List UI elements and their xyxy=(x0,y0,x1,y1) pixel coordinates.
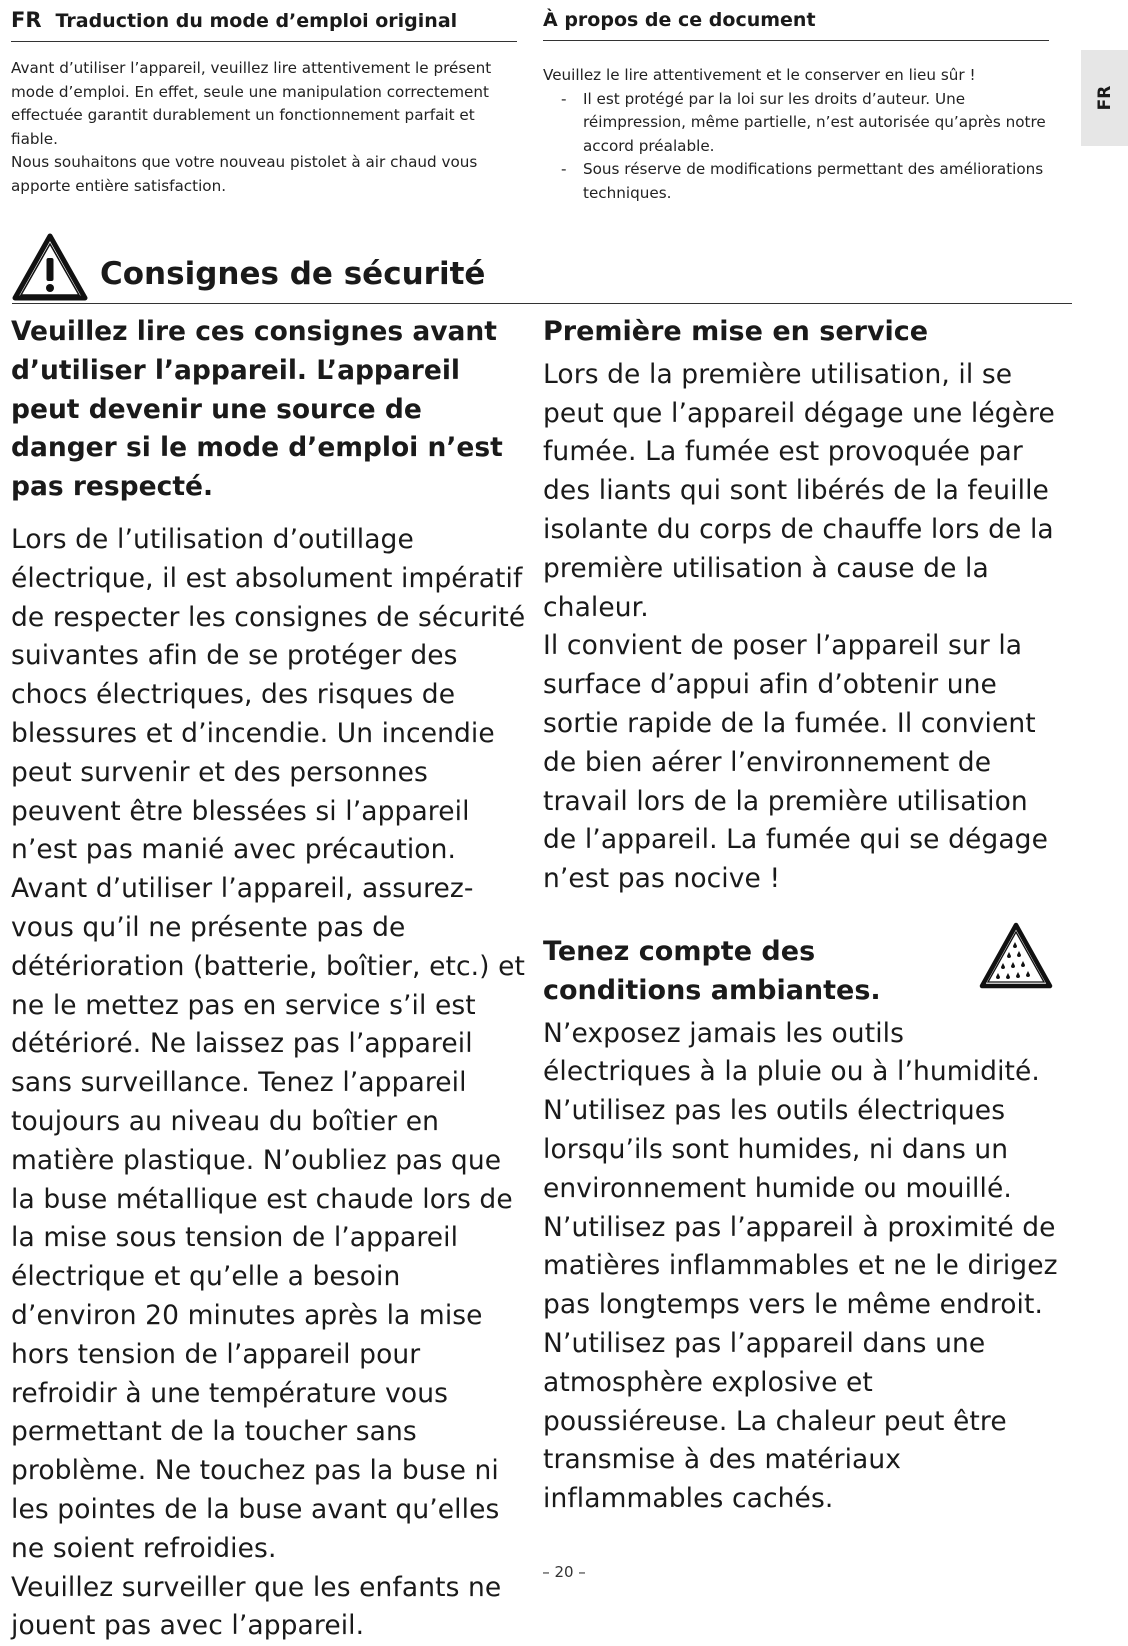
intro-right-p1: Veuillez le lire attentivement et le conserver en lieu sûr ! xyxy=(543,64,1048,88)
safety-title: Consignes de sécurité xyxy=(100,255,485,293)
safety-p1: Lors de l’utilisation d’outillage électrique, il est absolument impératif de respecter les consignes de sécurité suivantes afin de se protéger des chocs électriques, des risques de blessures et d’incendie. Un incendie peut survenir et des personnes peuvent être blessées si l’appareil n’est pas manié avec précaution. xyxy=(11,521,526,870)
intro-right-bullets xyxy=(543,88,1048,206)
ambient-section xyxy=(543,933,1058,1519)
left-column xyxy=(11,313,526,1646)
warning-triangle-icon xyxy=(12,233,88,301)
header-right xyxy=(543,8,1049,41)
safety-body xyxy=(11,521,526,1646)
intro-right xyxy=(543,64,1048,205)
ambient-p2: N’utilisez pas l’appareil à proximité de matières inflammables et ne le dirigez pas longtemps vers le même endroit. N’utilisez pas l’appareil dans une atmosphère explosive et poussiéreuse. La chaleur peut être transmise à des matériaux inflammables cachés. xyxy=(543,1209,1058,1519)
intro-left-p1: Avant d’utiliser l’appareil, veuillez lire attentivement le présent mode d’emploi. En effet, seule une manipulation correctement effectuée garantit durablement un fonctionnement parfait et fiable. xyxy=(11,57,523,151)
intro-left xyxy=(11,57,523,198)
header-left-title: Traduction du mode d’emploi original xyxy=(56,10,458,32)
ambient-title: Tenez compte des conditions ambiantes. xyxy=(543,933,963,1011)
page-number: – 20 – xyxy=(0,1563,1128,1581)
language-side-tab xyxy=(1081,50,1128,146)
first-use-p2: Il convient de poser l’appareil sur la surface d’appui afin d’obtenir une sortie rapide de la fumée. Il convient de bien aérer l’environnement de travail lors de la première utilisation de l’appareil. La fumée qui se dégage n’est pas nocive ! xyxy=(543,627,1058,899)
humidity-warning-icon xyxy=(979,922,1053,990)
ambient-p1: N’exposez jamais les outils électriques à la pluie ou à l’humidité. N’utilisez pas les outils électriques lorsqu’ils sont humides, ni dans un environnement humide ou mouillé. xyxy=(543,1015,1058,1209)
header-right-title: À propos de ce document xyxy=(543,9,816,31)
safety-p2: Avant d’utiliser l’appareil, assurez-vous qu’il ne présente pas de détérioration (batterie, boîtier, etc.) et ne le mettez pas en service s’il est détérioré. Ne laissez pas l’appareil sans surveillance. Tenez l’appareil toujours au niveau du boîtier en matière plastique. N’oubliez pas que la buse métallique est chaude lors de la mise sous tension de l’appareil électrique et qu’elle a besoin d’environ 20 minutes après la mise hors tension de l’appareil pour refroidir à une température vous permettant de la toucher sans problème. Ne touchez pas la buse ni les pointes de la buse avant qu’elles ne soient refroidies. xyxy=(11,870,526,1568)
header-left xyxy=(11,8,517,42)
safety-section-header xyxy=(12,233,1072,304)
bullet-item: - Sous réserve de modifications permettant des améliorations techniques. xyxy=(543,158,1048,205)
intro-left-p2: Nous souhaitons que votre nouveau pistolet à air chaud vous apporte entière satisfaction. xyxy=(11,151,523,198)
safety-p3: Veuillez surveiller que les enfants ne jouent pas avec l’appareil. xyxy=(11,1569,526,1646)
side-tab-label: FR xyxy=(1095,86,1115,111)
first-use-title: Première mise en service xyxy=(543,313,1058,352)
first-use-p1: Lors de la première utilisation, il se peut que l’appareil dégage une légère fumée. La fumée est provoquée par des liants qui sont libérés de la feuille isolante du corps de chauffe lors de la première utilisation à cause de la chaleur. xyxy=(543,356,1058,628)
bullet-item: - Il est protégé par la loi sur les droits d’auteur. Une réimpression, même partielle, n’est autorisée qu’après notre accord préalable. xyxy=(543,88,1048,159)
safety-lead: Veuillez lire ces consignes avant d’utiliser l’appareil. L’appareil peut devenir une source de danger si le mode d’emploi n’est pas respecté. xyxy=(11,313,526,507)
language-code: FR xyxy=(11,8,42,32)
first-use-section xyxy=(543,313,1058,899)
ambient-body xyxy=(543,1015,1058,1519)
first-use-body xyxy=(543,356,1058,899)
